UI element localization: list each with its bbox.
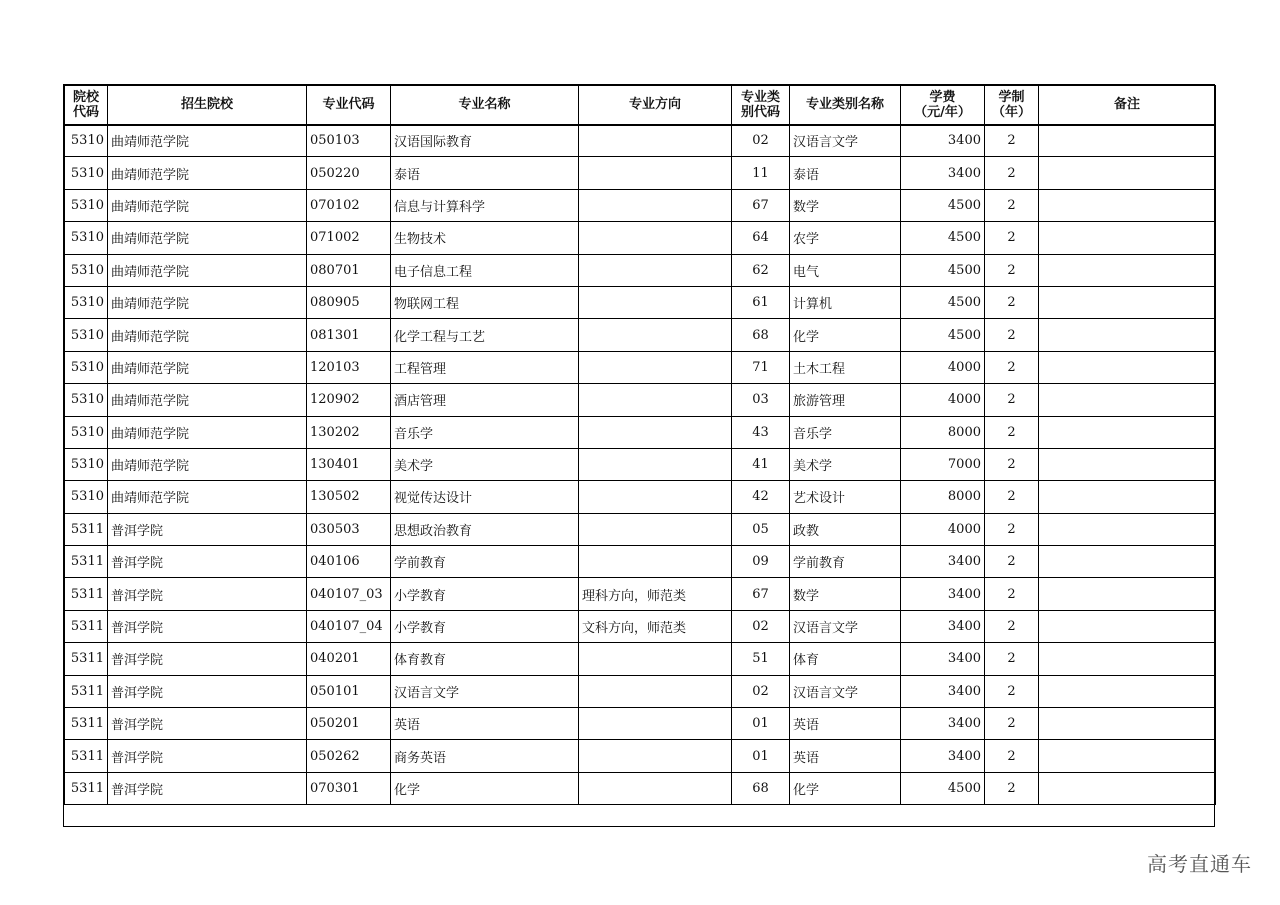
cell-category-code: 68 [732, 772, 790, 804]
cell-category-name: 数学 [790, 578, 901, 610]
cell-category-name: 土木工程 [790, 351, 901, 383]
header-major-direction: 专业方向 [579, 86, 732, 125]
cell-duration: 2 [985, 740, 1039, 772]
cell-category-code: 01 [732, 708, 790, 740]
header-category-code: 专业类 别代码 [732, 86, 790, 125]
cell-school-code: 5310 [65, 351, 108, 383]
cell-duration: 2 [985, 546, 1039, 578]
cell-tuition: 3400 [901, 643, 985, 675]
cell-category-name: 音乐学 [790, 416, 901, 448]
cell-major-direction [579, 675, 732, 707]
cell-remarks [1039, 157, 1216, 189]
cell-school-name: 普洱学院 [108, 772, 307, 804]
cell-tuition: 8000 [901, 416, 985, 448]
cell-duration: 2 [985, 578, 1039, 610]
table-row [65, 772, 1216, 804]
cell-tuition: 3400 [901, 740, 985, 772]
cell-tuition: 8000 [901, 481, 985, 513]
cell-tuition: 3400 [901, 125, 985, 157]
cell-tuition: 3400 [901, 578, 985, 610]
table-row [65, 222, 1216, 254]
cell-category-name: 化学 [790, 772, 901, 804]
table-header-row [65, 86, 1216, 125]
cell-major-direction [579, 319, 732, 351]
cell-remarks [1039, 319, 1216, 351]
cell-school-name: 普洱学院 [108, 740, 307, 772]
cell-school-name: 曲靖师范学院 [108, 286, 307, 318]
cell-major-direction [579, 448, 732, 480]
cell-category-name: 计算机 [790, 286, 901, 318]
cell-major-direction [579, 513, 732, 545]
table-row [65, 254, 1216, 286]
cell-major-code: 070301 [307, 772, 391, 804]
table-row [65, 351, 1216, 383]
cell-major-direction [579, 286, 732, 318]
cell-major-name: 视觉传达设计 [391, 481, 579, 513]
cell-category-name: 泰语 [790, 157, 901, 189]
cell-tuition: 7000 [901, 448, 985, 480]
cell-school-name: 普洱学院 [108, 708, 307, 740]
cell-tuition: 3400 [901, 546, 985, 578]
cell-school-name: 曲靖师范学院 [108, 157, 307, 189]
cell-school-name: 普洱学院 [108, 610, 307, 642]
cell-category-name: 英语 [790, 740, 901, 772]
cell-school-code: 5311 [65, 546, 108, 578]
cell-major-code: 120103 [307, 351, 391, 383]
cell-major-direction [579, 740, 732, 772]
cell-school-code: 5310 [65, 481, 108, 513]
cell-school-code: 5311 [65, 708, 108, 740]
cell-remarks [1039, 643, 1216, 675]
cell-school-name: 曲靖师范学院 [108, 384, 307, 416]
cell-major-direction [579, 481, 732, 513]
cell-major-name: 小学教育 [391, 578, 579, 610]
cell-category-code: 61 [732, 286, 790, 318]
cell-school-code: 5310 [65, 448, 108, 480]
table-row [65, 578, 1216, 610]
cell-school-name: 曲靖师范学院 [108, 254, 307, 286]
cell-major-direction [579, 125, 732, 157]
cell-school-name: 曲靖师范学院 [108, 125, 307, 157]
cell-major-code: 120902 [307, 384, 391, 416]
table-row [65, 125, 1216, 157]
cell-school-code: 5311 [65, 578, 108, 610]
cell-duration: 2 [985, 416, 1039, 448]
cell-category-code: 64 [732, 222, 790, 254]
cell-major-code: 040201 [307, 643, 391, 675]
cell-category-code: 43 [732, 416, 790, 448]
cell-major-direction [579, 254, 732, 286]
cell-category-name: 汉语言文学 [790, 125, 901, 157]
cell-duration: 2 [985, 125, 1039, 157]
header-category-name: 专业类别名称 [790, 86, 901, 125]
cell-school-name: 曲靖师范学院 [108, 351, 307, 383]
cell-major-code: 040107_04 [307, 610, 391, 642]
cell-remarks [1039, 481, 1216, 513]
cell-duration: 2 [985, 157, 1039, 189]
cell-category-code: 02 [732, 125, 790, 157]
cell-major-name: 电子信息工程 [391, 254, 579, 286]
cell-remarks [1039, 254, 1216, 286]
table-row [65, 675, 1216, 707]
cell-tuition: 4500 [901, 319, 985, 351]
cell-duration: 2 [985, 286, 1039, 318]
header-school-name: 招生院校 [108, 86, 307, 125]
cell-remarks [1039, 384, 1216, 416]
cell-major-name: 生物技术 [391, 222, 579, 254]
cell-major-name: 工程管理 [391, 351, 579, 383]
cell-category-name: 电气 [790, 254, 901, 286]
cell-major-direction [579, 708, 732, 740]
cell-major-direction [579, 351, 732, 383]
cell-tuition: 4000 [901, 351, 985, 383]
cell-major-code: 081301 [307, 319, 391, 351]
cell-major-direction [579, 546, 732, 578]
cell-major-code: 040107_03 [307, 578, 391, 610]
table-row [65, 610, 1216, 642]
cell-remarks [1039, 740, 1216, 772]
cell-school-name: 曲靖师范学院 [108, 481, 307, 513]
cell-category-name: 汉语言文学 [790, 675, 901, 707]
cell-school-name: 曲靖师范学院 [108, 448, 307, 480]
cell-major-direction [579, 772, 732, 804]
cell-major-name: 信息与计算科学 [391, 189, 579, 221]
cell-remarks [1039, 222, 1216, 254]
cell-category-name: 美术学 [790, 448, 901, 480]
cell-tuition: 3400 [901, 708, 985, 740]
cell-major-name: 商务英语 [391, 740, 579, 772]
cell-major-name: 音乐学 [391, 416, 579, 448]
cell-category-code: 68 [732, 319, 790, 351]
cell-school-name: 普洱学院 [108, 578, 307, 610]
cell-major-code: 050201 [307, 708, 391, 740]
header-duration: 学制 （年） [985, 86, 1039, 125]
cell-category-name: 化学 [790, 319, 901, 351]
cell-school-name: 曲靖师范学院 [108, 189, 307, 221]
cell-tuition: 4000 [901, 513, 985, 545]
cell-tuition: 4000 [901, 384, 985, 416]
table-row [65, 384, 1216, 416]
cell-school-code: 5310 [65, 254, 108, 286]
cell-category-name: 体育 [790, 643, 901, 675]
cell-school-code: 5311 [65, 740, 108, 772]
cell-category-name: 英语 [790, 708, 901, 740]
header-tuition: 学费 （元/年） [901, 86, 985, 125]
table-row [65, 740, 1216, 772]
table-row [65, 643, 1216, 675]
cell-major-direction: 文科方向，师范类 [579, 610, 732, 642]
cell-major-code: 040106 [307, 546, 391, 578]
cell-category-code: 71 [732, 351, 790, 383]
cell-category-name: 艺术设计 [790, 481, 901, 513]
cell-category-code: 41 [732, 448, 790, 480]
cell-category-code: 62 [732, 254, 790, 286]
cell-school-name: 普洱学院 [108, 513, 307, 545]
cell-major-code: 050220 [307, 157, 391, 189]
table-row [65, 546, 1216, 578]
header-school-code: 院校 代码 [65, 86, 108, 125]
cell-major-code: 130202 [307, 416, 391, 448]
cell-school-code: 5310 [65, 189, 108, 221]
cell-major-name: 思想政治教育 [391, 513, 579, 545]
table-row [65, 319, 1216, 351]
table-row [65, 157, 1216, 189]
cell-category-code: 02 [732, 675, 790, 707]
cell-remarks [1039, 675, 1216, 707]
cell-tuition: 4500 [901, 189, 985, 221]
cell-duration: 2 [985, 675, 1039, 707]
table-row [65, 416, 1216, 448]
cell-major-direction [579, 157, 732, 189]
cell-remarks [1039, 351, 1216, 383]
cell-duration: 2 [985, 708, 1039, 740]
cell-remarks [1039, 286, 1216, 318]
cell-school-code: 5311 [65, 610, 108, 642]
cell-remarks [1039, 772, 1216, 804]
cell-major-name: 汉语言文学 [391, 675, 579, 707]
cell-school-code: 5311 [65, 675, 108, 707]
header-major-name: 专业名称 [391, 86, 579, 125]
table-row [65, 448, 1216, 480]
cell-school-name: 普洱学院 [108, 643, 307, 675]
table-row [65, 189, 1216, 221]
cell-school-name: 普洱学院 [108, 546, 307, 578]
cell-school-code: 5310 [65, 416, 108, 448]
cell-school-code: 5310 [65, 286, 108, 318]
cell-school-code: 5311 [65, 513, 108, 545]
cell-major-name: 化学工程与工艺 [391, 319, 579, 351]
cell-school-code: 5310 [65, 125, 108, 157]
cell-category-code: 11 [732, 157, 790, 189]
cell-duration: 2 [985, 189, 1039, 221]
cell-category-name: 农学 [790, 222, 901, 254]
cell-major-name: 体育教育 [391, 643, 579, 675]
cell-school-name: 曲靖师范学院 [108, 319, 307, 351]
cell-duration: 2 [985, 448, 1039, 480]
cell-category-code: 05 [732, 513, 790, 545]
cell-tuition: 4500 [901, 222, 985, 254]
cell-category-code: 03 [732, 384, 790, 416]
watermark-text: 高考直通车 [1147, 852, 1252, 876]
cell-remarks [1039, 578, 1216, 610]
table-body [65, 125, 1216, 805]
cell-category-name: 数学 [790, 189, 901, 221]
cell-duration: 2 [985, 772, 1039, 804]
cell-remarks [1039, 610, 1216, 642]
cell-remarks [1039, 448, 1216, 480]
cell-school-name: 普洱学院 [108, 675, 307, 707]
cell-major-direction [579, 643, 732, 675]
cell-major-code: 080905 [307, 286, 391, 318]
cell-major-direction [579, 384, 732, 416]
cell-school-code: 5310 [65, 222, 108, 254]
cell-school-name: 曲靖师范学院 [108, 416, 307, 448]
cell-tuition: 3400 [901, 610, 985, 642]
cell-major-direction [579, 416, 732, 448]
cell-remarks [1039, 125, 1216, 157]
cell-category-name: 学前教育 [790, 546, 901, 578]
header-remarks: 备注 [1039, 86, 1216, 125]
cell-tuition: 3400 [901, 675, 985, 707]
cell-major-name: 美术学 [391, 448, 579, 480]
table-row [65, 286, 1216, 318]
cell-school-code: 5311 [65, 772, 108, 804]
cell-tuition: 4500 [901, 254, 985, 286]
cell-remarks [1039, 546, 1216, 578]
cell-major-direction [579, 189, 732, 221]
table-row [65, 481, 1216, 513]
cell-school-code: 5311 [65, 643, 108, 675]
cell-major-code: 030503 [307, 513, 391, 545]
cell-major-name: 汉语国际教育 [391, 125, 579, 157]
cell-major-name: 泰语 [391, 157, 579, 189]
cell-tuition: 4500 [901, 772, 985, 804]
cell-duration: 2 [985, 513, 1039, 545]
cell-category-code: 42 [732, 481, 790, 513]
cell-duration: 2 [985, 351, 1039, 383]
cell-school-name: 曲靖师范学院 [108, 222, 307, 254]
cell-tuition: 3400 [901, 157, 985, 189]
cell-duration: 2 [985, 384, 1039, 416]
cell-category-code: 67 [732, 578, 790, 610]
cell-remarks [1039, 189, 1216, 221]
cell-major-name: 物联网工程 [391, 286, 579, 318]
cell-major-direction: 理科方向，师范类 [579, 578, 732, 610]
cell-duration: 2 [985, 222, 1039, 254]
cell-major-code: 070102 [307, 189, 391, 221]
admission-table [64, 85, 1216, 805]
cell-major-code: 080701 [307, 254, 391, 286]
cell-category-code: 02 [732, 610, 790, 642]
table-row [65, 708, 1216, 740]
cell-remarks [1039, 416, 1216, 448]
cell-major-code: 130502 [307, 481, 391, 513]
cell-category-code: 67 [732, 189, 790, 221]
cell-category-code: 01 [732, 740, 790, 772]
cell-school-code: 5310 [65, 319, 108, 351]
cell-remarks [1039, 513, 1216, 545]
cell-major-code: 071002 [307, 222, 391, 254]
cell-duration: 2 [985, 610, 1039, 642]
table-row [65, 513, 1216, 545]
cell-major-code: 050101 [307, 675, 391, 707]
cell-category-code: 51 [732, 643, 790, 675]
cell-school-code: 5310 [65, 157, 108, 189]
cell-category-name: 旅游管理 [790, 384, 901, 416]
cell-major-name: 酒店管理 [391, 384, 579, 416]
cell-category-code: 09 [732, 546, 790, 578]
cell-duration: 2 [985, 319, 1039, 351]
cell-duration: 2 [985, 254, 1039, 286]
cell-major-code: 050103 [307, 125, 391, 157]
cell-major-name: 学前教育 [391, 546, 579, 578]
cell-duration: 2 [985, 481, 1039, 513]
header-major-code: 专业代码 [307, 86, 391, 125]
cell-major-direction [579, 222, 732, 254]
cell-category-name: 汉语言文学 [790, 610, 901, 642]
cell-category-name: 政教 [790, 513, 901, 545]
cell-major-name: 小学教育 [391, 610, 579, 642]
cell-major-name: 英语 [391, 708, 579, 740]
cell-duration: 2 [985, 643, 1039, 675]
cell-remarks [1039, 708, 1216, 740]
cell-major-code: 050262 [307, 740, 391, 772]
cell-school-code: 5310 [65, 384, 108, 416]
cell-major-code: 130401 [307, 448, 391, 480]
cell-major-name: 化学 [391, 772, 579, 804]
cell-tuition: 4500 [901, 286, 985, 318]
